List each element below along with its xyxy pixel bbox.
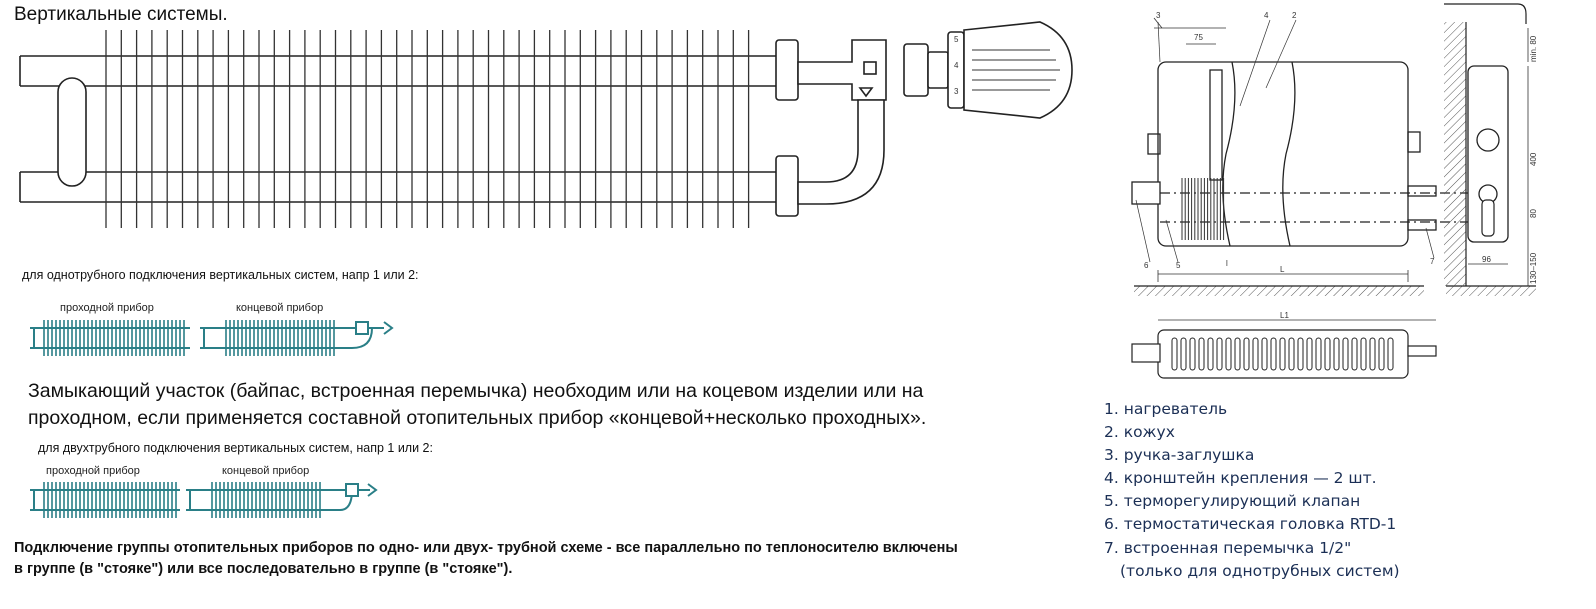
group-note-line-1: Подключение группы отопительных приборов по одно- или двух- трубной схеме - все параллельно по теплоносителю включены: [14, 540, 958, 556]
valve-assembly: [776, 22, 1072, 216]
dim-l: l: [1226, 259, 1228, 268]
dim-130-150: 130–150: [1529, 252, 1538, 284]
legend-item-7: 7. встроенная перемычка 1/2": [1104, 538, 1352, 557]
bypass-note: [28, 378, 926, 432]
bypass-note-line-1: Замыкающий участок (байпас, встроенная перемычка) необходим или на коцевом изделии или на: [28, 380, 924, 402]
dim-75: 75: [1194, 33, 1203, 42]
schematic-one-pipe-pass: [30, 320, 190, 356]
schematic-one-pipe-end: [200, 320, 392, 356]
heater-fins: [106, 30, 749, 228]
dim-min80: min. 80: [1529, 35, 1538, 62]
group-note-line-2: в группе (в "стояке") или все последовательно в группе (в "стояке").: [14, 561, 513, 577]
dim-L: L: [1280, 265, 1285, 274]
callout-7: 7: [1430, 257, 1435, 266]
callout-4: 4: [1264, 11, 1269, 20]
wall-hatch: [1444, 22, 1466, 286]
floor-hatch: [1134, 286, 1424, 296]
parts-legend: [1104, 398, 1400, 583]
callout-2: 2: [1292, 11, 1297, 20]
legend-item-4: 4. кронштейн крепления — 2 шт.: [1104, 469, 1377, 488]
callout-6: 6: [1144, 261, 1149, 270]
heater-pipes: [20, 56, 780, 202]
legend-item-2: 2. кожух: [1104, 423, 1175, 442]
valve-mark-3: 3: [954, 87, 959, 96]
dim-400: 400: [1529, 152, 1538, 166]
legend-item-1: 1. нагреватель: [1104, 400, 1228, 418]
callout-5: 5: [1176, 261, 1181, 270]
bypass-note-line-2: проходном, если применяется составной отопительных прибор «концевой+несколько проходных».: [28, 407, 927, 429]
dim-96: 96: [1482, 255, 1491, 264]
valve-mark-4: 4: [954, 61, 959, 70]
schematic-two-pipe-end: [186, 482, 376, 518]
section-title: Вертикальные системы.: [14, 4, 228, 25]
two-pipe-pass-label: проходной прибор: [46, 465, 140, 477]
callout-3: 3: [1156, 11, 1161, 20]
legend-item-7-note: (только для однотрубных систем): [1120, 561, 1400, 580]
legend-item-3: 3. ручка-заглушка: [1104, 446, 1255, 465]
dim-L1: L1: [1280, 311, 1289, 320]
schematic-two-pipe-pass: [30, 482, 180, 518]
one-pipe-end-label: концевой прибор: [236, 302, 324, 314]
convector-top-view: [1132, 330, 1436, 378]
floor-hatch-right: [1446, 286, 1536, 296]
legend-item-6: 6. термостатическая головка RTD-1: [1104, 515, 1397, 534]
valve-mark-5: 5: [954, 35, 959, 44]
one-pipe-pass-label: проходной прибор: [60, 302, 154, 314]
two-pipe-end-label: концевой прибор: [222, 465, 310, 477]
legend-item-5: 5. терморегулирующий клапан: [1104, 492, 1361, 511]
one-pipe-caption: для однотрубного подключения вертикальных систем, напр 1 или 2:: [22, 268, 419, 282]
dim-80: 80: [1529, 209, 1538, 218]
group-note: [14, 538, 958, 580]
two-pipe-caption: для двухтрубного подключения вертикальных систем, напр 1 или 2:: [38, 441, 433, 455]
